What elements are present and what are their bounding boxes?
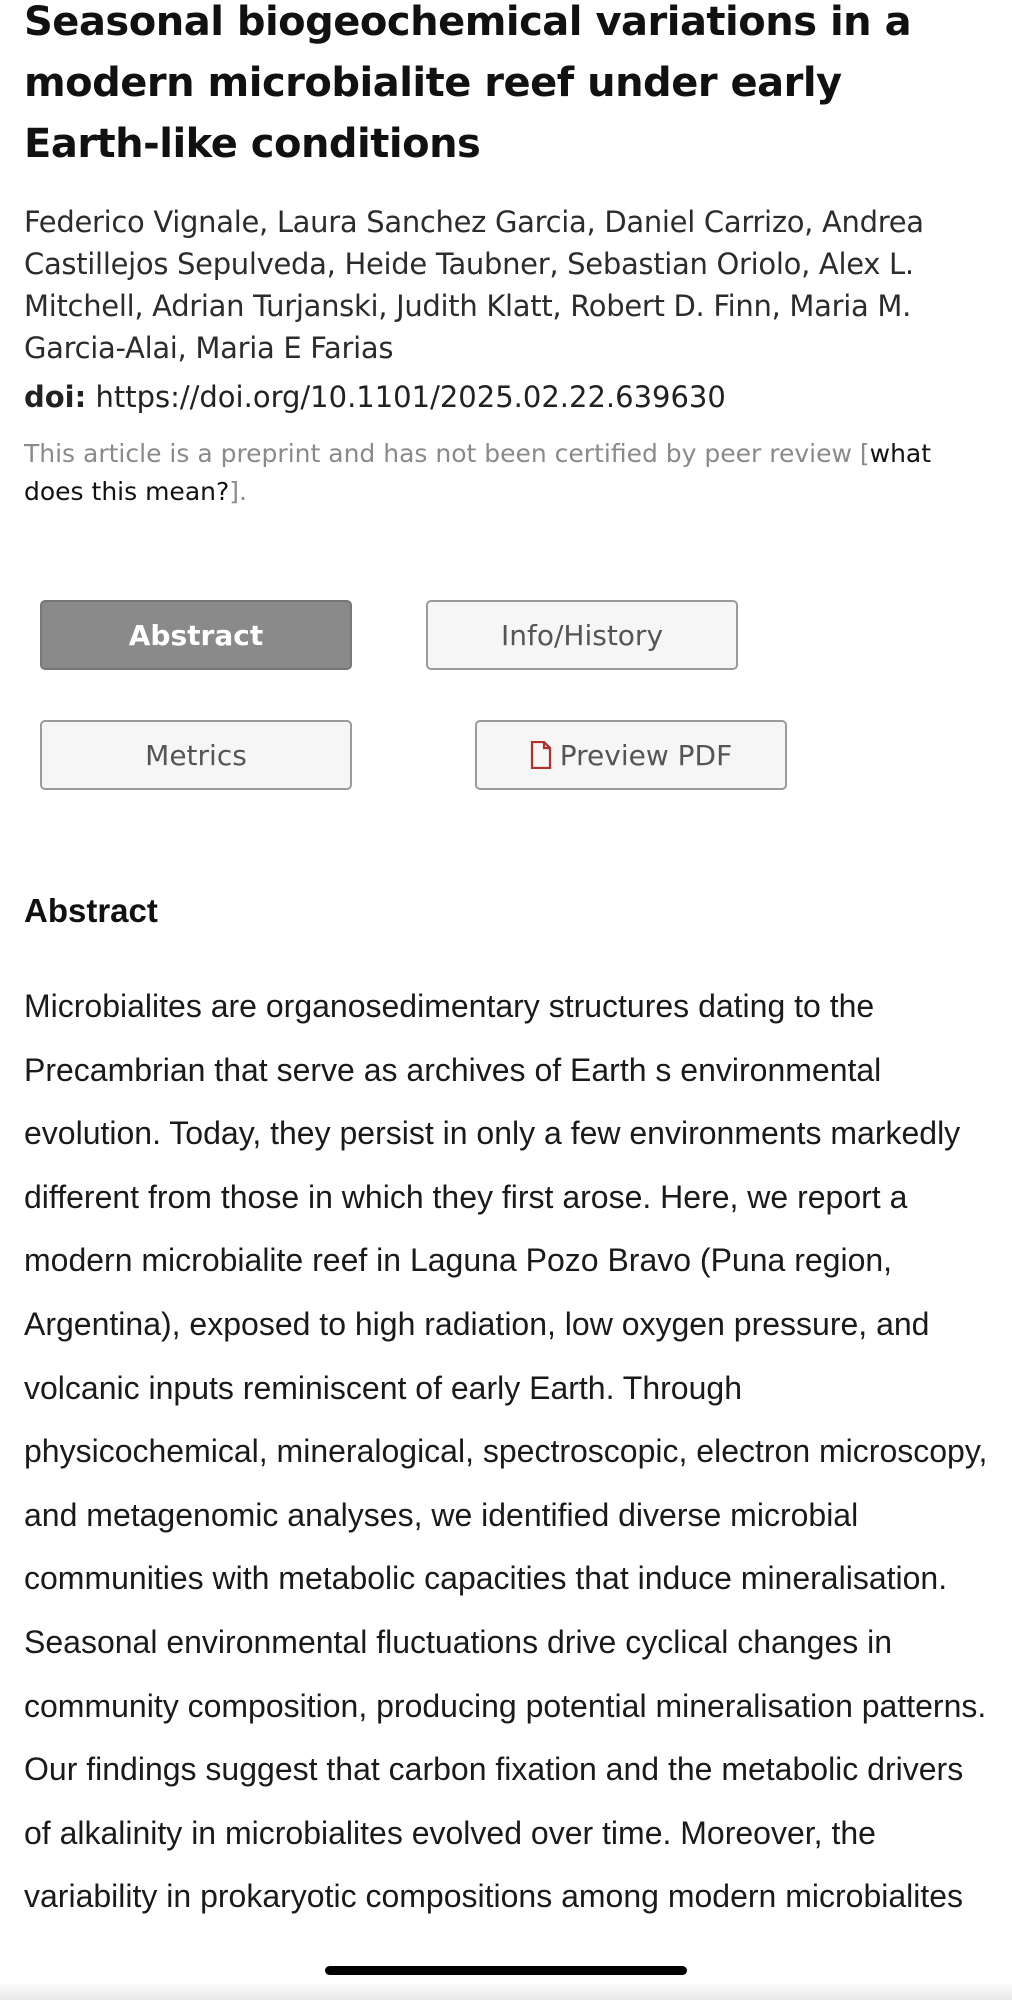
abstract-body: Microbialites are organosedimentary structures dating to the Precambrian that serve as archives of Earth s environmental evolution. Today, they persist in only a few environments markedly different from those in which they first arose. Here, we report a modern microbialite reef in Laguna Pozo Bravo (Puna region, Argentina), exposed to high radiation, low oxygen pressure, and volcanic inputs reminiscent of early Earth. Through physicochemical, mineralogical, spectroscopic, electron microscopy, and metagenomic analyses, we identified diverse microbial communities with metabolic capacities that induce mineralisation. Seasonal environmental fluctuations drive cyclical changes in community composition, producing potential mineralisation patterns. Our findings suggest that carbon fixation and the metabolic drivers of alkalinity in microbialites evolved over time. Moreover, the variability in prokaryotic compositions among modern microbialites [24,988,988,1915]
article-header [24,0,990,511]
preprint-notice [24,435,990,511]
what-does-this-mean-link[interactable]: what does this mean? [24,439,932,506]
bottom-edge-shade [0,1982,1012,2000]
document-icon [530,741,552,769]
tab-abstract[interactable]: Abstract [40,600,352,670]
doi-label: doi: [24,380,87,414]
abstract-heading: Abstract [24,892,158,929]
tab-metrics[interactable]: Metrics [40,720,352,790]
preview-pdf-label: Preview PDF [559,738,733,772]
doi-line [24,377,990,417]
preprint-notice-close: ]. [229,477,247,506]
article-title: Seasonal biogeochemical variations in a modern microbialite reef under early Earth-like conditions [24,0,912,167]
preview-pdf-button[interactable] [475,720,787,790]
home-indicator[interactable] [325,1966,687,1975]
preprint-notice-text: This article is a preprint and has not been certified by peer review [ [24,439,870,468]
doi-link[interactable]: https://doi.org/10.1101/2025.02.22.639630 [95,380,726,414]
tab-info-history[interactable]: Info/History [426,600,738,670]
author-list: Federico Vignale, Laura Sanchez Garcia, Daniel Carrizo, Andrea Castillejos Sepulveda, Heide Taubner, Sebastian Oriolo, Alex L. Mitchell, Adrian Turjanski, Judith Klatt, Robert D. Finn, Maria M. Garcia-Alai, Maria E Farias [24,205,924,365]
